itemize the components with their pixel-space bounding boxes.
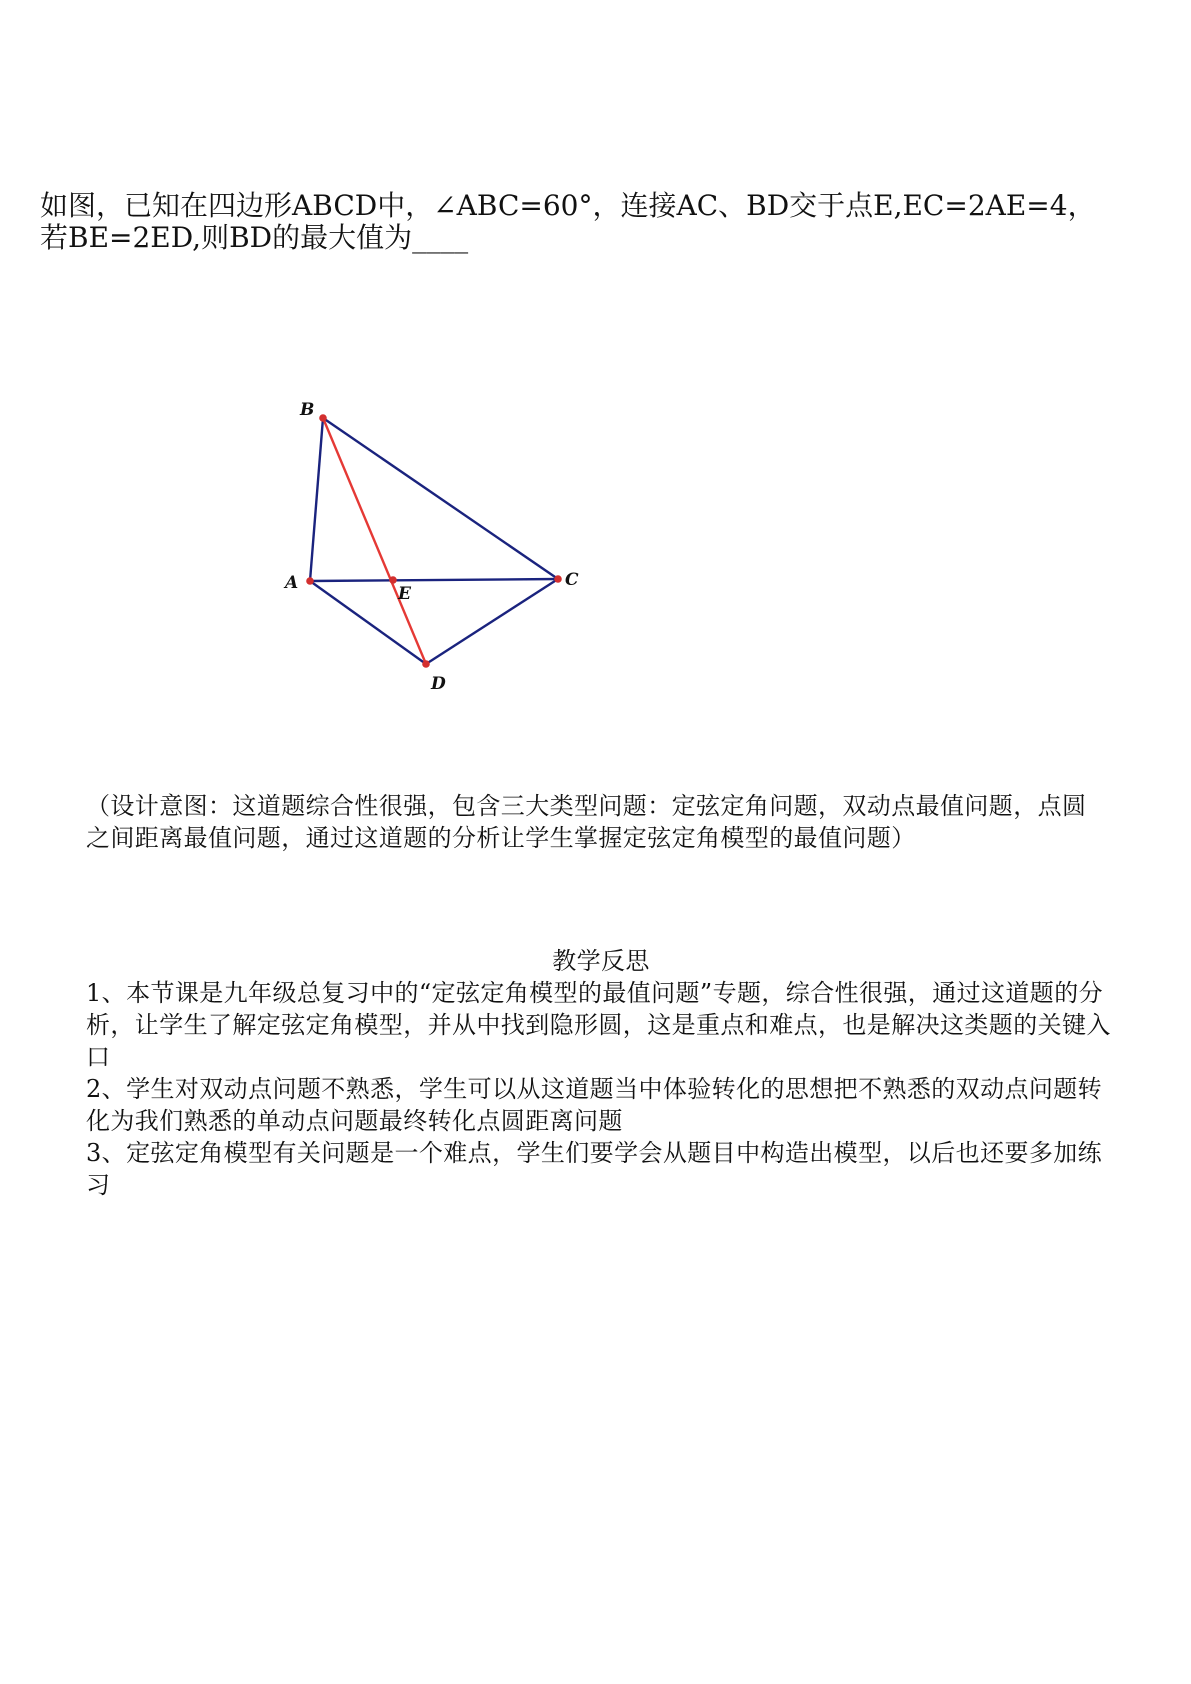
edge-bc (323, 418, 558, 579)
problem-statement (40, 190, 1150, 254)
problem-line-2: 若BE=2ED,则BD的最大值为____ (40, 221, 469, 254)
edge-ac (310, 579, 558, 581)
design-intent (86, 790, 1110, 854)
label-b: B (300, 400, 315, 420)
point-d (422, 660, 430, 668)
point-e (389, 576, 397, 584)
reflection-item-1: 1、本节课是九年级总复习中的“定弦定角模型的最值问题”专题，综合性很强，通过这道题的分析，让学生了解定弦定角模型，并从中找到隐形圆，这是重点和难点，也是解决这类题的关键入口 (86, 979, 1111, 1071)
reflection-title: 教学反思 (552, 947, 650, 975)
geometry-figure (285, 400, 650, 740)
label-e: E (398, 584, 411, 604)
point-b (319, 414, 327, 422)
point-c (554, 575, 562, 583)
problem-line-1: 如图，已知在四边形ABCD中，∠ABC=60°，连接AC、BD交于点E,EC=2AE=4， (40, 189, 1096, 222)
edge-ab (310, 418, 323, 581)
label-a: A (285, 573, 299, 593)
reflection-item-3: 3、定弦定角模型有关问题是一个难点，学生们要学会从题目中构造出模型，以后也还要多加练习 (86, 1139, 1103, 1199)
reflection-item-2: 2、学生对双动点问题不熟悉，学生可以从这道题当中体验转化的思想把不熟悉的双动点问题转化为我们熟悉的单动点问题最终转化点圆距离问题 (86, 1075, 1103, 1135)
point-a (306, 577, 314, 585)
quadrilateral-diagram (285, 400, 650, 740)
teaching-reflection (86, 945, 1116, 1201)
design-intent-text: （设计意图：这道题综合性很强，包含三大类型问题：定弦定角问题，双动点最值问题，点圆之间距离最值问题，通过这道题的分析让学生掌握定弦定角模型的最值问题） (86, 792, 1087, 852)
label-d: D (431, 674, 446, 694)
edge-cd (426, 579, 558, 664)
label-c: C (565, 570, 579, 590)
